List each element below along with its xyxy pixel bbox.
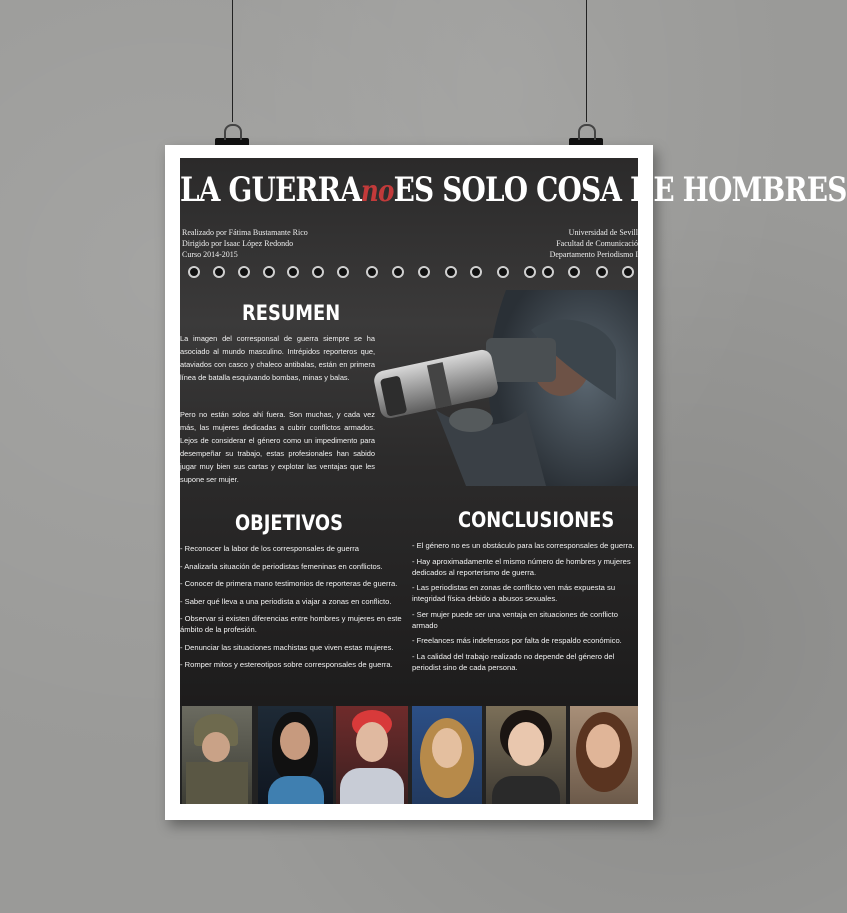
conclusiones-heading: CONCLUSIONES — [458, 508, 615, 532]
credits-right — [550, 227, 638, 260]
list-item: - Analizarla situación de periodistas femeninas en conflictos. — [180, 561, 383, 571]
war-photographer-image — [376, 290, 638, 486]
bullet-hole-icon — [188, 266, 200, 278]
bullet-hole-icon — [542, 266, 554, 278]
title-part-2: ES SOLO COSA DE HOMBRES — [393, 170, 847, 210]
hanging-wire-right — [586, 0, 587, 122]
resumen-paragraph-2: Pero no están solos ahí fuera. Son muchas, y cada vez más, las mujeres dedicadas a cubrir conflictos armados. Lejos de considerar el género como un impedimento para desempeñar su trabajo, estas profesionales han sabido jugar muy bien sus cartas y explotar las ventajas que les supone ser mujer. — [180, 410, 375, 484]
bullet-hole-icon — [392, 266, 404, 278]
list-item: - Hay aproximadamente el mismo número de hombres y mujeres dedicados al reporterismo de guerra. — [412, 556, 631, 577]
face-shape — [356, 722, 388, 762]
face-shape — [202, 732, 230, 762]
face-shape — [586, 724, 620, 768]
vest-shape — [186, 762, 248, 804]
title-no: no — [360, 174, 394, 209]
bullet-hole-icon — [366, 266, 378, 278]
blonde-portrait — [412, 706, 482, 804]
list-item: - Denunciar las situaciones machistas que viven estas mujeres. — [180, 642, 394, 652]
bullet-hole-icon — [213, 266, 225, 278]
bullet-hole-icon — [622, 266, 634, 278]
face-shape — [280, 722, 310, 760]
conclusiones-list — [412, 540, 638, 678]
bullet-hole-icon — [497, 266, 509, 278]
resumen-heading: RESUMEN — [242, 301, 341, 325]
list-item: - Romper mitos y estereotipos sobre corresponsales de guerra. — [180, 660, 393, 669]
list-item: - Observar si existen diferencias entre hombres y mujeres en este ámbito de la profesión. — [180, 614, 402, 634]
bullet-hole-icon — [337, 266, 349, 278]
bullet-hole-icon — [312, 266, 324, 278]
title-part-1: LA GUERRA — [180, 170, 361, 210]
objetivos-heading: OBJETIVOS — [235, 511, 343, 535]
shirt-shape — [340, 768, 404, 804]
institution-line: Universidad de Sevill — [568, 228, 638, 237]
bullet-hole-icon — [238, 266, 250, 278]
list-item: - Conocer de primera mano testimonios de reporteras de guerra. — [180, 579, 398, 588]
credit-line: Dirigido por Isaac López Redondo — [182, 239, 294, 248]
institution-line: Departamento Periodismo I — [549, 250, 638, 259]
list-item: - Las periodistas en zonas de conflicto ven más expuesta su integridad física debido a abusos sexuales. — [412, 583, 616, 604]
bullet-hole-icon — [524, 266, 536, 278]
poster — [180, 158, 847, 706]
bullet-holes-row — [186, 266, 638, 282]
credit-line: Realizado por Fátima Bustamante Rico — [182, 228, 308, 237]
soldier-portrait — [182, 706, 252, 804]
face-shape — [432, 728, 462, 768]
objetivos-list — [180, 543, 405, 677]
bullet-hole-icon — [287, 266, 299, 278]
hanging-wire-left — [232, 0, 233, 122]
institution-line: Facultad de Comunicació — [556, 239, 638, 248]
credits-left — [182, 227, 308, 260]
bullet-hole-icon — [568, 266, 580, 278]
bullet-hole-icon — [418, 266, 430, 278]
credit-line: Curso 2014-2015 — [182, 250, 238, 259]
curly-hair-portrait — [486, 706, 566, 804]
shirt-shape — [268, 776, 324, 804]
bullet-hole-icon — [596, 266, 608, 278]
shirt-shape — [492, 776, 560, 804]
list-item: - Saber qué lleva a una periodista a viajar a zonas en conflicto. — [180, 596, 392, 606]
list-item: - Ser mujer puede ser una ventaja en situaciones de conflicto armado — [412, 609, 618, 630]
woman-portrait — [258, 706, 333, 804]
list-item: - El género no es un obstáculo para las corresponsales de guerra. — [412, 541, 635, 550]
poster-title — [180, 170, 847, 210]
list-item: - Freelances más indefensos por falta de respaldo económico. — [412, 636, 622, 646]
list-item: - Reconocer la labor de los corresponsales de guerra — [180, 544, 359, 553]
resumen-paragraph-1: La imagen del corresponsal de guerra siempre se ha asociado al mundo masculino. Intrépidos reporteros que, ataviados con casco y chaleco antibalas, están en primera línea de batalla esquivando bombas, minas y balas. — [180, 334, 375, 382]
bullet-hole-icon — [445, 266, 457, 278]
bullet-hole-icon — [470, 266, 482, 278]
bullet-hole-icon — [263, 266, 275, 278]
brown-hair-portrait — [570, 706, 638, 804]
red-hair-portrait — [336, 706, 408, 804]
list-item: - La calidad del trabajo realizado no depende del género del periodist sino de cada persona. — [412, 651, 615, 672]
face-shape — [508, 722, 544, 766]
